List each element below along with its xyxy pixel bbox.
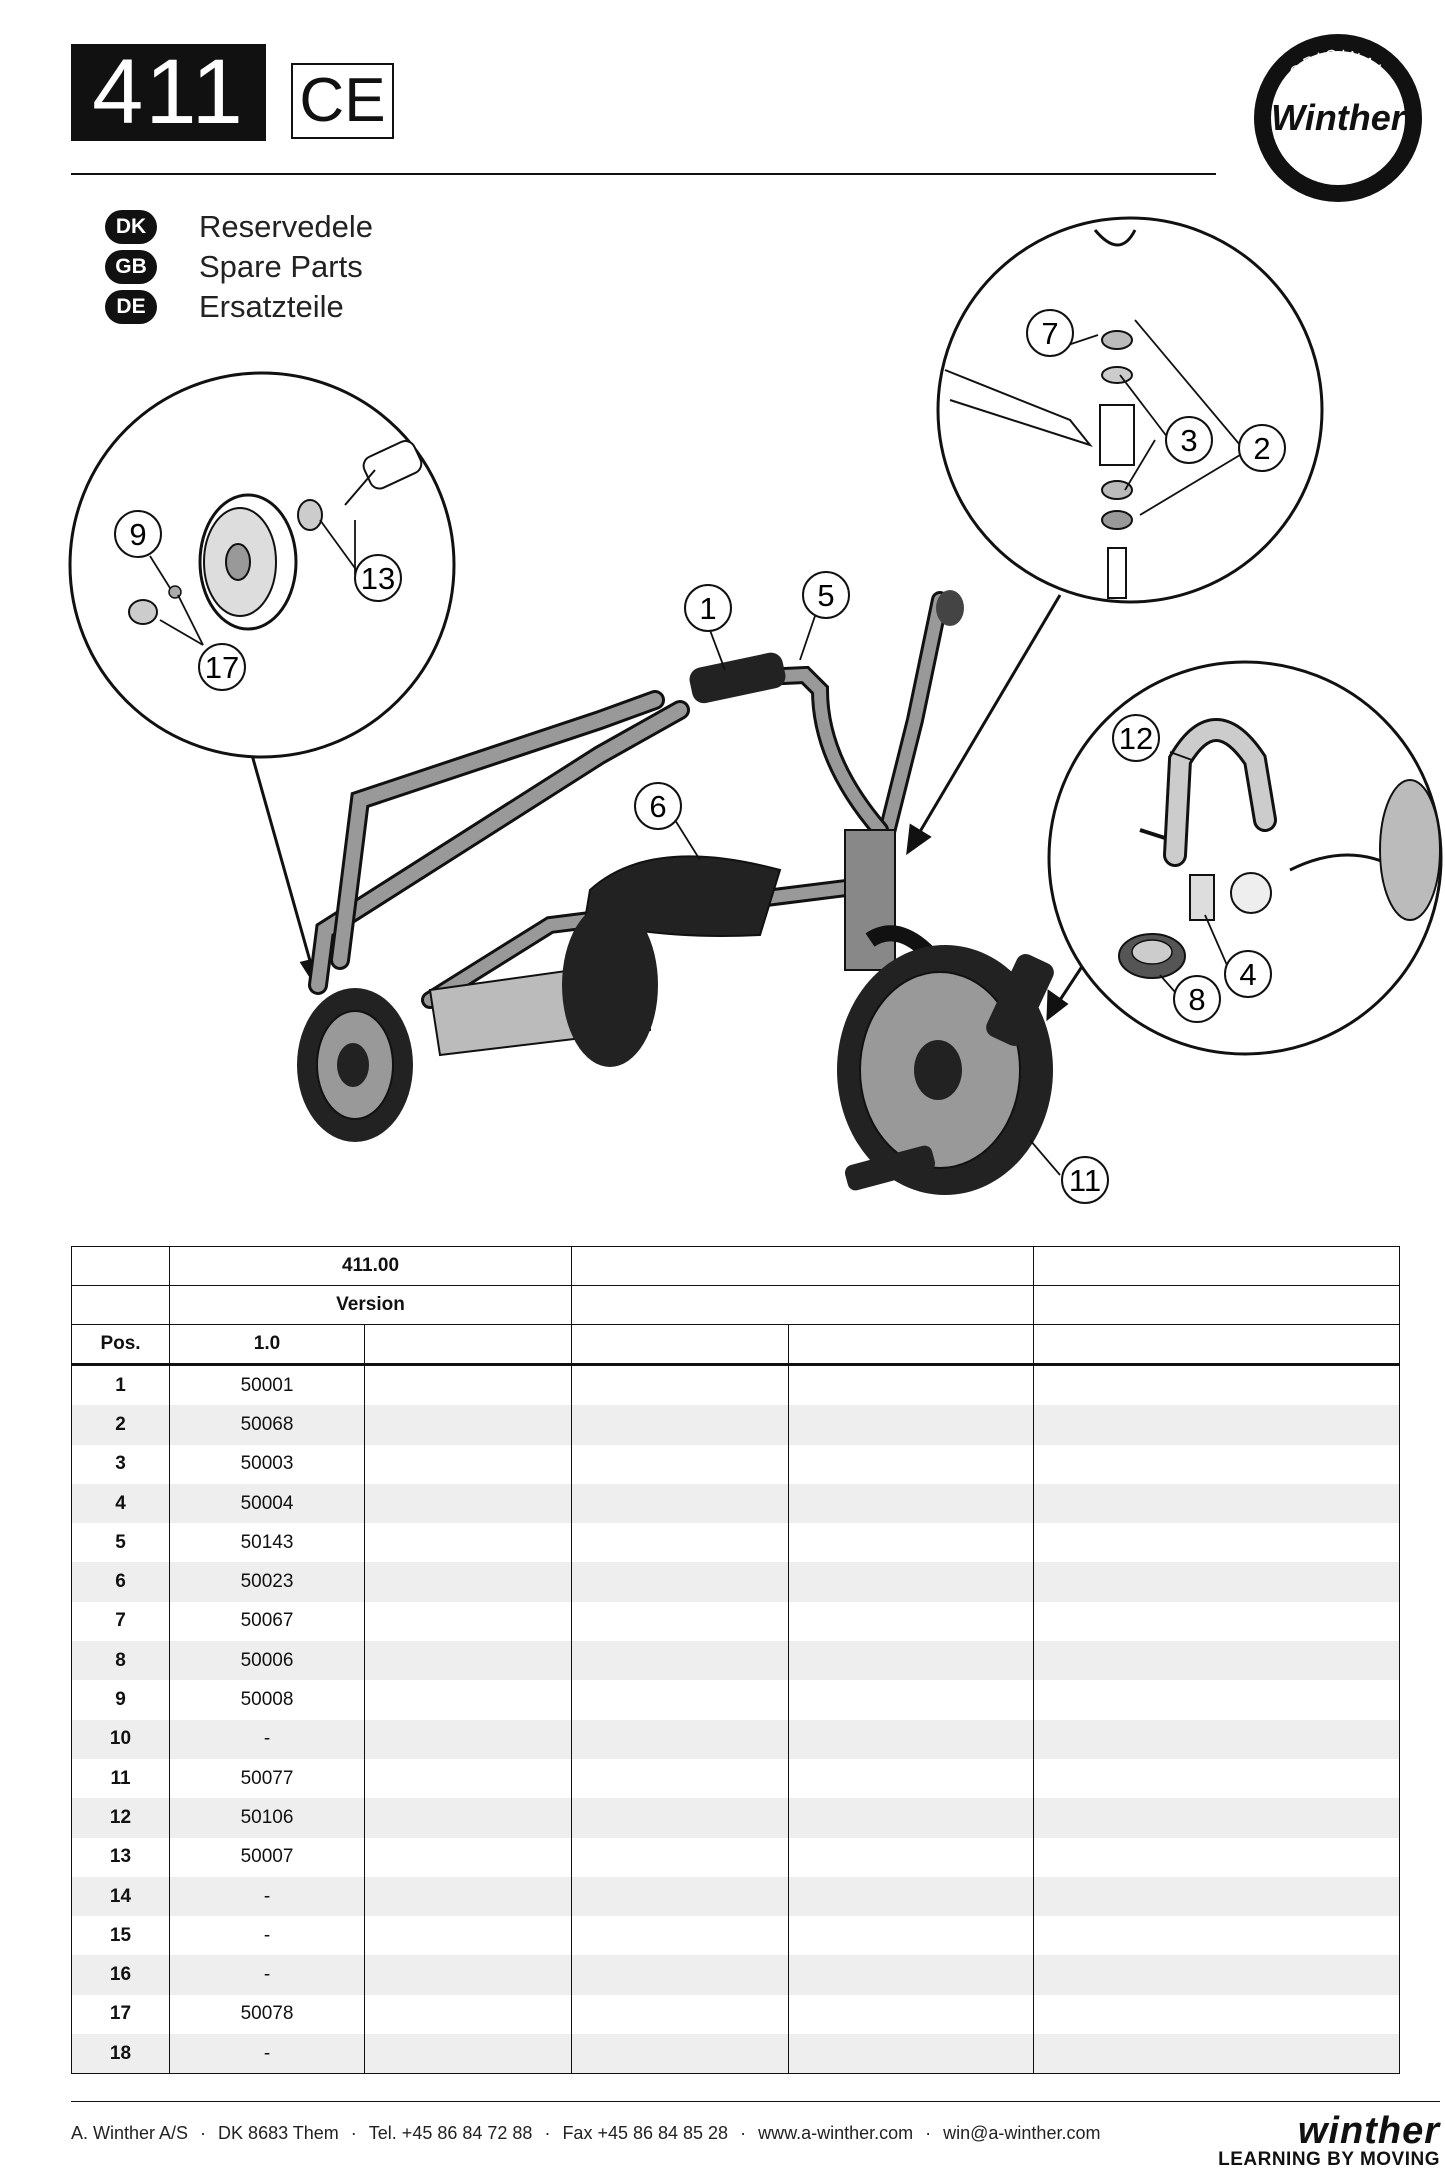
language-badge-dk: DK <box>105 210 157 244</box>
empty-cell <box>789 1955 1034 1994</box>
svg-text:12: 12 <box>1118 721 1154 756</box>
empty-cell <box>1034 1798 1400 1837</box>
footer-separator: · <box>925 2123 932 2143</box>
empty-cell <box>789 1445 1034 1484</box>
empty-cell <box>1034 1445 1400 1484</box>
empty-cell <box>1034 2034 1400 2074</box>
pos-cell: 17 <box>72 1995 170 2034</box>
footer-separator: · <box>740 2123 747 2143</box>
part-number-cell: 50008 <box>170 1680 365 1719</box>
table-row <box>72 1877 1400 1916</box>
table-row <box>72 1405 1400 1444</box>
callout-4 <box>1225 951 1271 997</box>
table-row <box>72 1759 1400 1798</box>
part-number-cell: 50003 <box>170 1445 365 1484</box>
part-number-cell: - <box>170 1877 365 1916</box>
svg-text:11: 11 <box>1068 1163 1102 1198</box>
pos-cell: 3 <box>72 1445 170 1484</box>
empty-cell <box>789 1877 1034 1916</box>
part-number-cell: 50067 <box>170 1602 365 1641</box>
footer-brand <box>1200 2112 1440 2170</box>
empty-cell <box>365 1405 572 1444</box>
model-number: 411 <box>71 44 266 141</box>
svg-text:2: 2 <box>1253 431 1271 466</box>
part-number-cell: 50078 <box>170 1995 365 2034</box>
pos-cell: 16 <box>72 1955 170 1994</box>
table-row <box>72 1680 1400 1719</box>
empty-cell <box>789 1838 1034 1877</box>
svg-text:7: 7 <box>1041 316 1059 351</box>
part-number-cell: 50106 <box>170 1798 365 1837</box>
pos-cell: 5 <box>72 1523 170 1562</box>
footer-contact <box>71 2123 1100 2144</box>
empty-cell <box>789 1365 1034 1406</box>
pos-cell: 12 <box>72 1798 170 1837</box>
footer-item[interactable]: win@a-winther.com <box>943 2123 1101 2143</box>
svg-text:13: 13 <box>360 561 396 596</box>
empty-cell <box>1034 1955 1400 1994</box>
empty-cell <box>1034 1995 1400 2034</box>
callout-13 <box>355 555 401 601</box>
model-code: 411.00 <box>170 1247 572 1286</box>
part-number-cell: 50007 <box>170 1838 365 1877</box>
footer-item: DK 8683 Them <box>218 2123 339 2143</box>
language-badge-de: DE <box>105 290 157 324</box>
ce-mark: CE <box>291 63 394 139</box>
table-row <box>72 1484 1400 1523</box>
footer-item: A. Winther A/S <box>71 2123 189 2143</box>
empty-cell <box>365 1798 572 1837</box>
empty-cell <box>572 1602 789 1641</box>
table-row <box>72 1562 1400 1601</box>
empty-cell <box>572 1484 789 1523</box>
detail-circle-steering-head <box>938 218 1322 602</box>
callout-3 <box>1166 417 1212 463</box>
footer-item[interactable]: www.a-winther.com <box>758 2123 914 2143</box>
part-number-cell: 50001 <box>170 1365 365 1406</box>
svg-text:8: 8 <box>1188 982 1206 1017</box>
empty-cell <box>572 1838 789 1877</box>
title-text-gb: Spare Parts <box>199 249 363 284</box>
empty-cell <box>572 1562 789 1601</box>
pos-cell: 15 <box>72 1916 170 1955</box>
svg-text:17: 17 <box>204 650 240 685</box>
pos-cell: 14 <box>72 1877 170 1916</box>
pos-cell: 6 <box>72 1562 170 1601</box>
empty-cell <box>365 1995 572 2034</box>
empty-cell <box>1034 1838 1400 1877</box>
table-header-model <box>72 1247 1400 1286</box>
pos-cell: 9 <box>72 1680 170 1719</box>
empty-cell <box>572 1523 789 1562</box>
empty-cell <box>572 1365 789 1406</box>
svg-text:9: 9 <box>129 517 147 552</box>
part-number-cell: 50143 <box>170 1523 365 1562</box>
pos-cell: 10 <box>72 1720 170 1759</box>
empty-cell <box>365 1838 572 1877</box>
empty-cell <box>789 1523 1034 1562</box>
empty-cell <box>1034 1720 1400 1759</box>
part-number-cell: 50077 <box>170 1759 365 1798</box>
title-text-dk: Reservedele <box>199 209 374 244</box>
empty-cell <box>365 1523 572 1562</box>
empty-cell <box>365 1759 572 1798</box>
version-value: 1.0 <box>170 1325 365 1365</box>
pos-cell: 1 <box>72 1365 170 1406</box>
table-header-columns <box>72 1325 1400 1365</box>
empty-cell <box>1034 1523 1400 1562</box>
callout-9 <box>115 511 161 557</box>
winther-logo <box>1250 30 1425 205</box>
callout-6 <box>635 783 681 829</box>
empty-cell <box>572 1955 789 1994</box>
footer-separator: · <box>200 2123 207 2143</box>
empty-cell <box>1034 1602 1400 1641</box>
empty-cell <box>789 1995 1034 2034</box>
empty-cell <box>1034 1877 1400 1916</box>
empty-cell <box>1034 1759 1400 1798</box>
empty-cell <box>572 1641 789 1680</box>
empty-cell <box>572 1798 789 1837</box>
empty-cell <box>1034 1484 1400 1523</box>
empty-cell <box>1034 1365 1400 1406</box>
callout-5 <box>803 572 849 618</box>
empty-cell <box>789 1720 1034 1759</box>
empty-cell <box>365 2034 572 2074</box>
table-row <box>72 1365 1400 1406</box>
empty-cell <box>1034 1405 1400 1444</box>
empty-cell <box>572 1720 789 1759</box>
empty-cell <box>365 1445 572 1484</box>
callout-11 <box>1062 1157 1108 1203</box>
callout-12 <box>1113 715 1159 761</box>
empty-cell <box>789 1602 1034 1641</box>
parts-table <box>71 1246 1400 2074</box>
empty-cell <box>789 1484 1034 1523</box>
part-number-cell: 50006 <box>170 1641 365 1680</box>
table-row <box>72 1838 1400 1877</box>
empty-cell <box>365 1562 572 1601</box>
empty-cell <box>365 1877 572 1916</box>
table-row <box>72 1995 1400 2034</box>
table-row <box>72 1916 1400 1955</box>
version-label: Version <box>170 1286 572 1325</box>
svg-text:3: 3 <box>1180 423 1198 458</box>
empty-cell <box>365 1365 572 1406</box>
footer-separator: · <box>350 2123 357 2143</box>
empty-cell <box>572 1916 789 1955</box>
empty-cell <box>365 1484 572 1523</box>
brand-slogan: LEARNING BY MOVING <box>1218 2149 1440 2170</box>
svg-text:1: 1 <box>699 591 717 626</box>
table-row <box>72 1445 1400 1484</box>
pos-cell: 11 <box>72 1759 170 1798</box>
table-row <box>72 1523 1400 1562</box>
header-divider <box>71 173 1216 175</box>
footer-divider <box>71 2101 1440 2102</box>
empty-cell <box>789 1562 1034 1601</box>
table-row <box>72 2034 1400 2074</box>
table-row <box>72 1720 1400 1759</box>
empty-cell <box>789 1798 1034 1837</box>
svg-text:5: 5 <box>817 578 835 613</box>
empty-cell <box>572 1995 789 2034</box>
table-row <box>72 1641 1400 1680</box>
empty-cell <box>789 1916 1034 1955</box>
part-number-cell: - <box>170 2034 365 2074</box>
part-number-cell: - <box>170 1955 365 1994</box>
empty-cell <box>1034 1641 1400 1680</box>
part-number-cell: - <box>170 1720 365 1759</box>
empty-cell <box>789 2034 1034 2074</box>
logo-brand: Winther <box>1271 97 1405 138</box>
svg-text:6: 6 <box>649 789 667 824</box>
brand-wordmark: winther <box>1297 2110 1440 2152</box>
callout-1 <box>685 585 731 631</box>
language-badge-gb: GB <box>105 250 157 284</box>
footer-item: Tel. +45 86 84 72 88 <box>368 2123 533 2143</box>
empty-cell <box>365 1916 572 1955</box>
footer-item: Fax +45 86 84 85 28 <box>562 2123 729 2143</box>
table-row <box>72 1955 1400 1994</box>
empty-cell <box>572 1445 789 1484</box>
title-text-de: Ersatzteile <box>199 289 344 324</box>
empty-cell <box>789 1641 1034 1680</box>
logo-top-text: ORIGINAL <box>1286 46 1390 82</box>
callout-17 <box>199 644 245 690</box>
empty-cell <box>365 1955 572 1994</box>
pos-cell: 18 <box>72 2034 170 2074</box>
part-number-cell: 50068 <box>170 1405 365 1444</box>
pos-cell: 13 <box>72 1838 170 1877</box>
footer-separator: · <box>544 2123 551 2143</box>
table-row <box>72 1602 1400 1641</box>
logo-bottom-text: DANISH DESIGN <box>1278 144 1398 188</box>
empty-cell <box>572 1405 789 1444</box>
callout-8 <box>1174 976 1220 1022</box>
empty-cell <box>365 1680 572 1719</box>
pos-cell: 4 <box>72 1484 170 1523</box>
empty-cell <box>572 1680 789 1719</box>
pos-header: Pos. <box>72 1325 170 1365</box>
empty-cell <box>789 1759 1034 1798</box>
empty-cell <box>572 1877 789 1916</box>
empty-cell <box>1034 1916 1400 1955</box>
empty-cell <box>1034 1680 1400 1719</box>
svg-text:4: 4 <box>1239 957 1257 992</box>
part-number-cell: - <box>170 1916 365 1955</box>
pos-cell: 2 <box>72 1405 170 1444</box>
empty-cell <box>365 1720 572 1759</box>
part-number-cell: 50004 <box>170 1484 365 1523</box>
table-body <box>72 1365 1400 2074</box>
table-row <box>72 1798 1400 1837</box>
empty-cell <box>789 1680 1034 1719</box>
empty-cell <box>365 1602 572 1641</box>
empty-cell <box>1034 1562 1400 1601</box>
callout-2 <box>1239 425 1285 471</box>
part-number-cell: 50023 <box>170 1562 365 1601</box>
empty-cell <box>789 1405 1034 1444</box>
callout-7 <box>1027 310 1073 356</box>
pos-cell: 8 <box>72 1641 170 1680</box>
empty-cell <box>572 2034 789 2074</box>
pos-cell: 7 <box>72 1602 170 1641</box>
tricycle-exploded-diagram <box>0 195 1445 1215</box>
table-header-version <box>72 1286 1400 1325</box>
empty-cell <box>365 1641 572 1680</box>
empty-cell <box>572 1759 789 1798</box>
